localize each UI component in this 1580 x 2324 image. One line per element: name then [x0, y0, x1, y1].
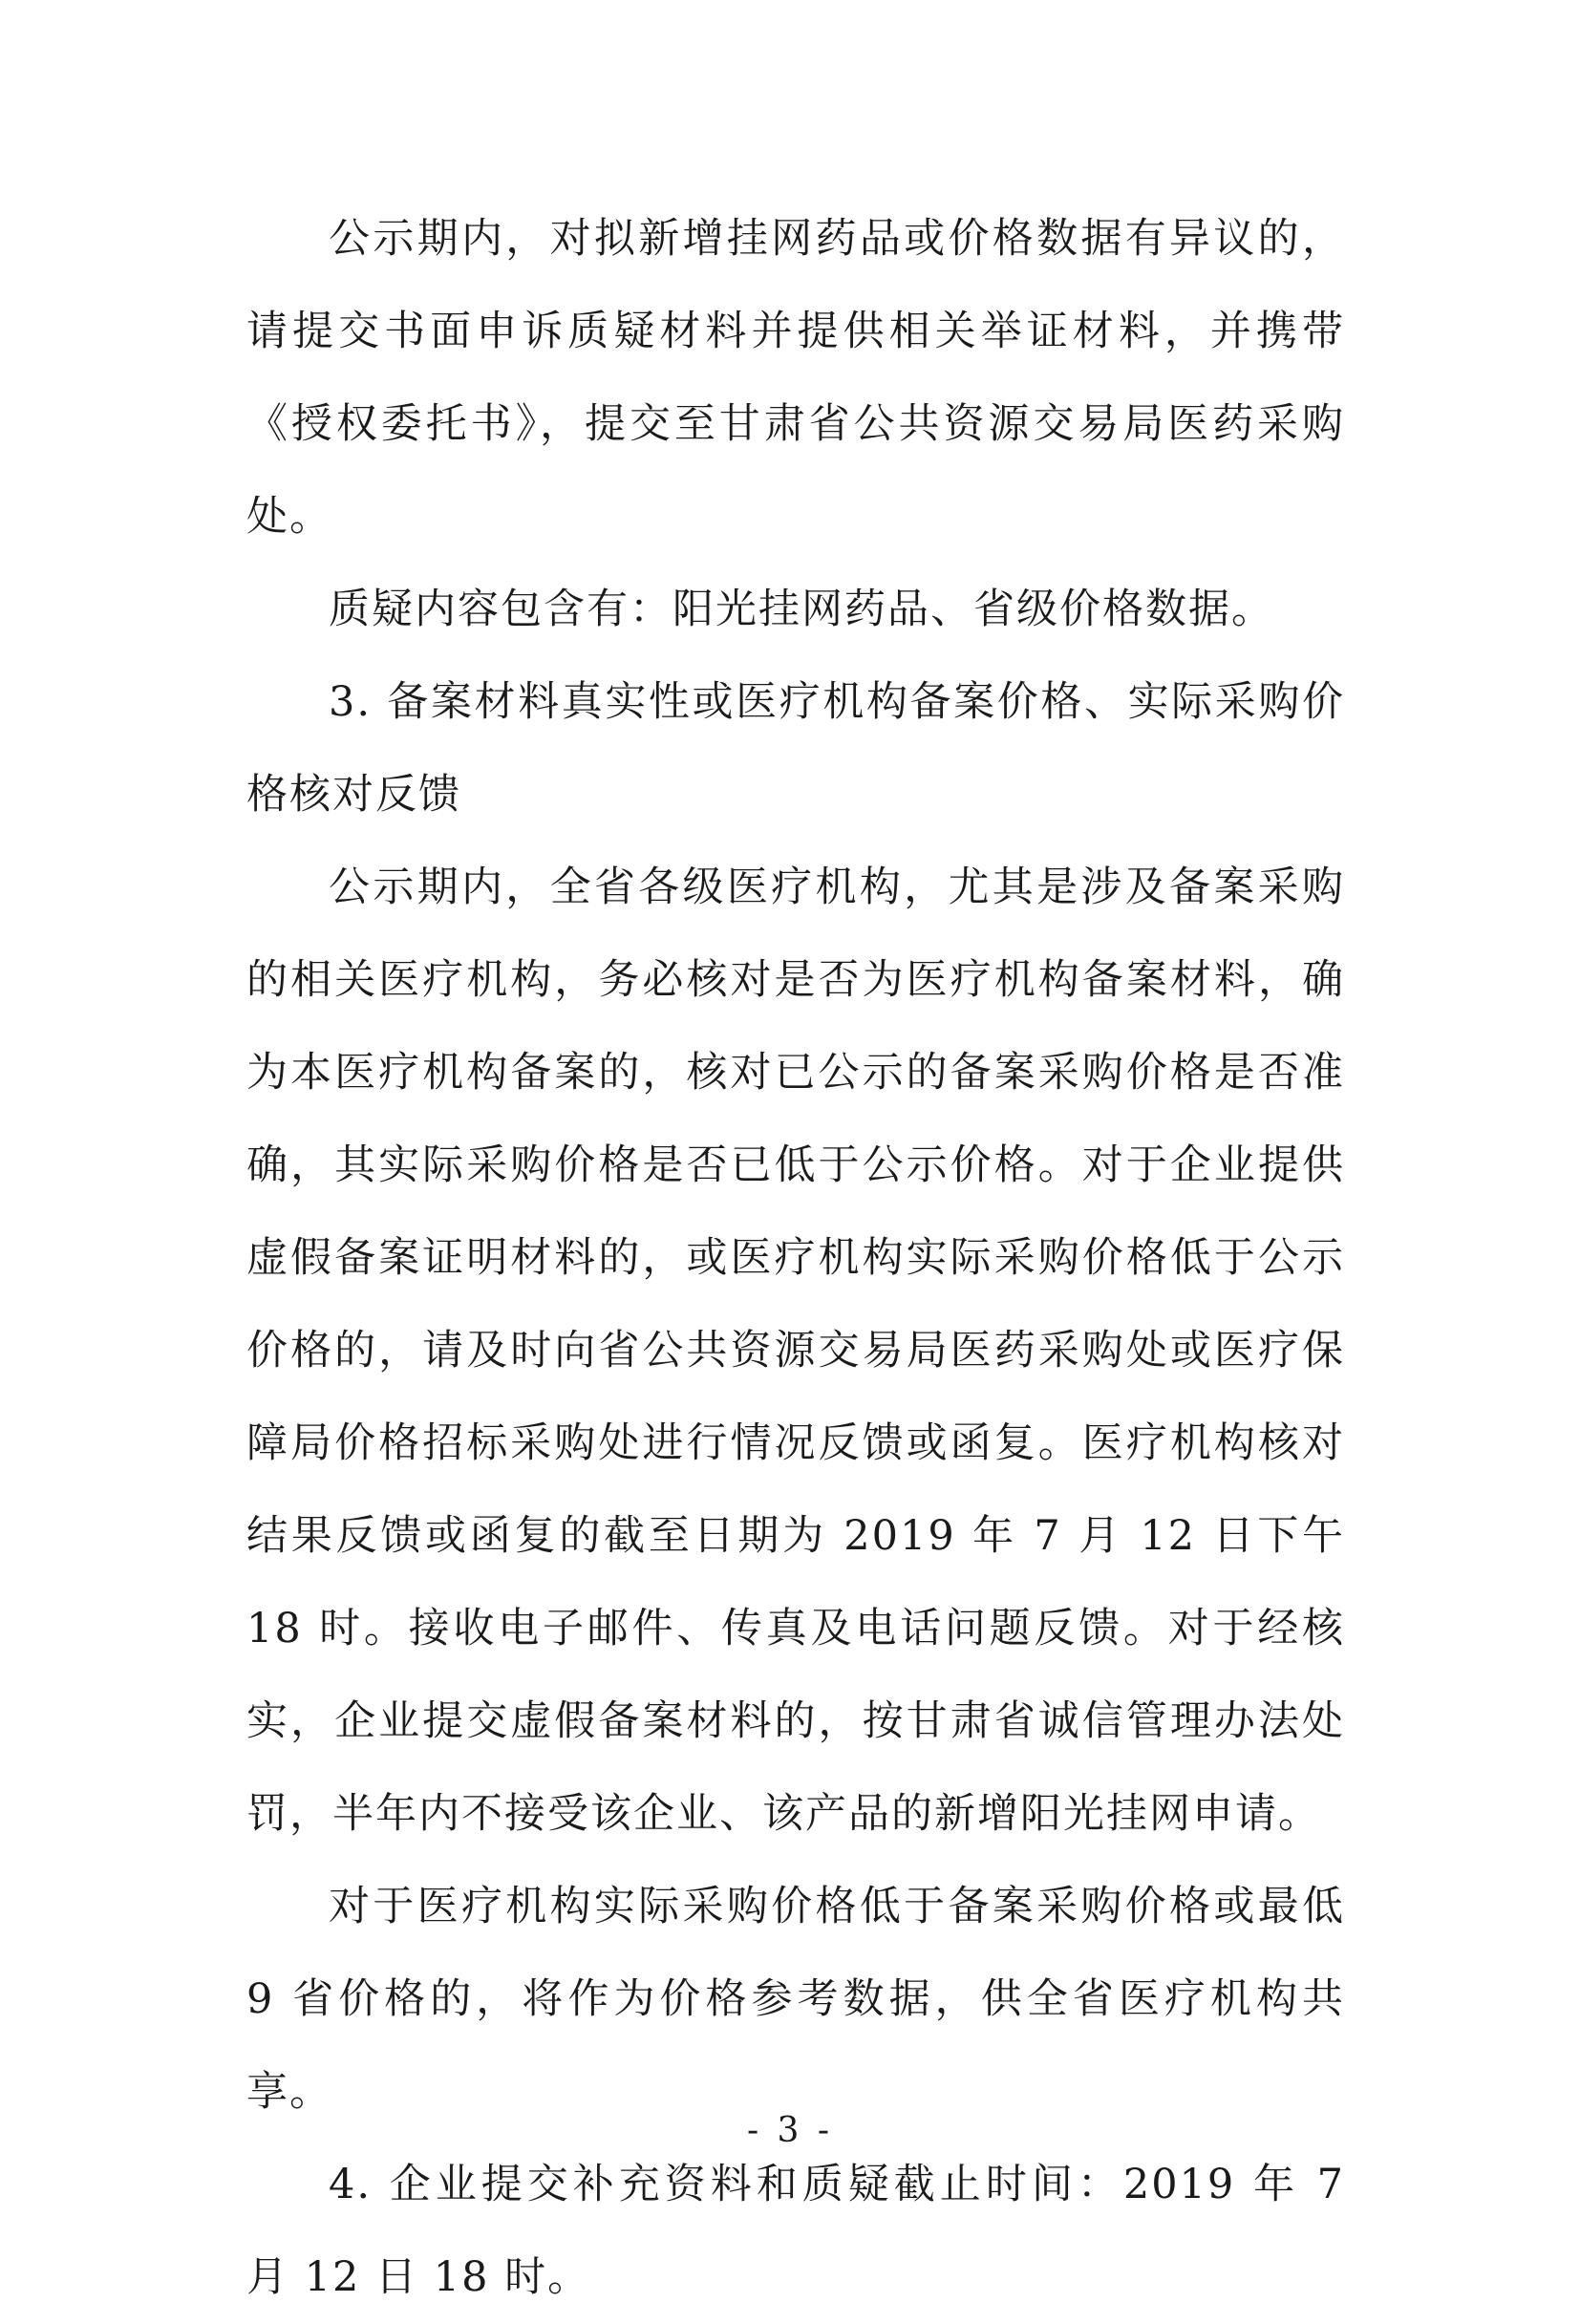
paragraph-objection-submission: 公示期内，对拟新增挂网药品或价格数据有异议的，请提交书面申诉质疑材料并提供相关举证材料，并携带《授权委托书》，提交至甘肃省公共资源交易局医药采购处。 — [246, 215, 1345, 541]
paragraph-price-reference: 对于医疗机构实际采购价格低于备案采购价格或最低 9 省价格的，将作为价格参考数据，供全省医疗机构共享。 — [246, 1883, 1345, 2116]
paragraph-objection-scope: 质疑内容包含有：阳光挂网药品、省级价格数据。 — [329, 586, 1274, 633]
document-body — [246, 193, 1345, 2324]
section-heading-4-deadline: 4. 企业提交补充资料和质疑截止时间：2019 年 7 月 12 日 18 时。 — [246, 2161, 1345, 2301]
section-heading-3: 3. 备案材料真实性或医疗机构备案价格、实际采购价格核对反馈 — [246, 678, 1345, 819]
paragraph-verification-feedback: 公示期内，全省各级医疗机构，尤其是涉及备案采购的相关医疗机构，务必核对是否为医疗机构备案材料，确为本医疗机构备案的，核对已公示的备案采购价格是否准确，其实际采购价格是否已低于公示价格。对于企业提供虚假备案证明材料的，或医疗机构实际采购价格低于公示价格的，请及时向省公共资源交易局医药采购处或医疗保障局价格招标采购处进行情况反馈或函复。医疗机构核对结果反馈或函复的截至日期为 2019 年 7 月 12 日下午 18 时。接收电子邮件、传真及电话问题反馈。对于经核实，企业提交虚假备案材料的，按甘肃省诚信管理办法处罚，半年内不接受该企业、该产品的新增阳光挂网申请。 — [246, 864, 1345, 1838]
page-number: - 3 - — [746, 2111, 834, 2150]
